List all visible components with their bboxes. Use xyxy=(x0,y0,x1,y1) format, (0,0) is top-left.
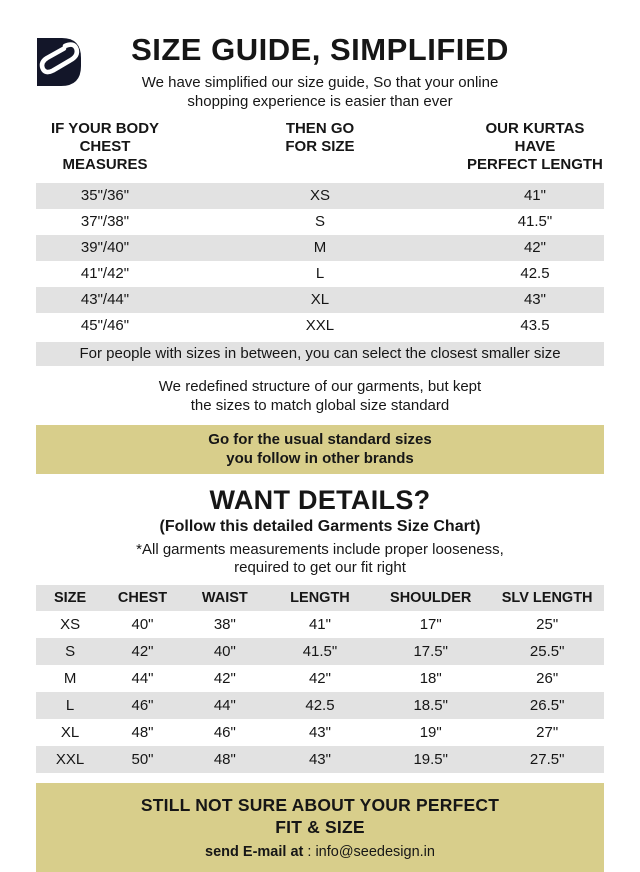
detail-size-table xyxy=(36,585,604,773)
cell-length: 43" xyxy=(308,751,331,768)
cell-shoulder: 17" xyxy=(419,616,442,633)
page-subtitle xyxy=(0,73,640,111)
cell-shoulder: 18" xyxy=(419,670,442,687)
in-between-sizes-note: For people with sizes in between, you can select the closest smaller size xyxy=(36,342,604,366)
cell-slv-length: 26.5" xyxy=(529,697,565,714)
page-title: SIZE GUIDE, SIMPLIFIED xyxy=(131,32,509,67)
cell-chest: 48" xyxy=(131,724,154,741)
header-length: LENGTH xyxy=(290,590,350,606)
cell-chest: 35"/36" xyxy=(80,187,130,204)
brand-logo-icon xyxy=(34,36,84,88)
cell-length: 42.5 xyxy=(520,265,550,282)
cell-waist: 44" xyxy=(213,697,236,714)
cell-length: 41.5" xyxy=(302,643,338,660)
cell-size: XS xyxy=(60,616,81,633)
table-row xyxy=(36,638,604,665)
subtitle-line-2: shopping experience is easier than ever xyxy=(187,93,453,110)
looseness-note-line-2: required to get our fit right xyxy=(234,559,406,576)
cell-shoulder: 18.5" xyxy=(413,697,448,714)
table-row xyxy=(36,611,604,638)
table-row xyxy=(36,287,604,313)
header-chest-measures: IF YOUR BODY CHEST MEASURES xyxy=(50,120,160,173)
cell-size: XXL xyxy=(305,317,335,334)
cell-shoulder: 19.5" xyxy=(413,751,448,768)
header-waist: WAIST xyxy=(201,590,248,606)
email-label: send E-mail at xyxy=(205,844,304,860)
header-then-go-for-size: THEN GO FOR SIZE xyxy=(285,120,355,155)
cell-chest: 40" xyxy=(131,616,154,633)
detail-size-table-header xyxy=(36,585,604,611)
cell-size: L xyxy=(315,265,325,282)
looseness-note-line-1: *All garments measurements include proper looseness, xyxy=(136,541,504,558)
email-separator: : xyxy=(303,844,316,860)
banner-line-1: Go for the usual standard sizes xyxy=(208,431,432,448)
contact-banner-line-2: FIT & SIZE xyxy=(275,817,365,837)
standard-sizes-banner xyxy=(36,425,604,474)
cell-chest: 46" xyxy=(131,697,154,714)
cell-size: M xyxy=(63,670,77,687)
table-row xyxy=(36,665,604,692)
cell-size: M xyxy=(313,239,327,256)
simple-size-table-body xyxy=(36,183,604,366)
want-details-heading: WANT DETAILS? xyxy=(209,485,431,515)
cell-length: 42" xyxy=(308,670,331,687)
header-slv-length: SLV LENGTH xyxy=(501,590,593,606)
cell-shoulder: 19" xyxy=(419,724,442,741)
table-row xyxy=(36,209,604,235)
table-row xyxy=(36,183,604,209)
cell-waist: 38" xyxy=(213,616,236,633)
cell-length: 43" xyxy=(523,291,546,308)
cell-chest: 37"/38" xyxy=(80,213,130,230)
cell-slv-length: 25.5" xyxy=(529,643,565,660)
cell-shoulder: 17.5" xyxy=(413,643,448,660)
cell-size: XS xyxy=(309,187,330,204)
table-row xyxy=(36,692,604,719)
redefined-line-2: the sizes to match global size standard xyxy=(190,397,450,414)
cell-length: 42.5 xyxy=(305,697,335,714)
cell-chest: 44" xyxy=(131,670,154,687)
cell-size: XL xyxy=(310,291,330,308)
contact-banner xyxy=(36,783,604,872)
header-shoulder: SHOULDER xyxy=(390,590,472,606)
cell-waist: 48" xyxy=(213,751,236,768)
email-address: info@seedesign.in xyxy=(315,844,435,860)
banner-line-2: you follow in other brands xyxy=(226,450,414,467)
header-kurta-length: OUR KURTAS HAVE PERFECT LENGTH xyxy=(467,120,603,173)
cell-chest: 45"/46" xyxy=(80,317,130,334)
cell-chest: 39"/40" xyxy=(80,239,130,256)
contact-email-line xyxy=(36,844,604,860)
subtitle-line-1: We have simplified our size guide, So that your online xyxy=(141,74,499,91)
contact-banner-line-1: STILL NOT SURE ABOUT YOUR PERFECT xyxy=(140,795,500,815)
cell-waist: 40" xyxy=(213,643,236,660)
cell-length: 42" xyxy=(523,239,546,256)
cell-length: 41" xyxy=(523,187,546,204)
cell-length: 41.5" xyxy=(517,213,553,230)
cell-waist: 46" xyxy=(213,724,236,741)
simple-size-table xyxy=(36,120,604,366)
cell-size: L xyxy=(65,697,75,714)
cell-waist: 42" xyxy=(213,670,236,687)
cell-size: S xyxy=(65,643,76,660)
cell-length: 41" xyxy=(308,616,331,633)
cell-slv-length: 26" xyxy=(536,670,559,687)
table-row xyxy=(36,313,604,339)
looseness-note xyxy=(0,541,640,577)
cell-chest: 41"/42" xyxy=(80,265,130,282)
header-size: SIZE xyxy=(53,590,87,606)
cell-size: XL xyxy=(60,724,80,741)
cell-size: XXL xyxy=(55,751,85,768)
cell-slv-length: 27.5" xyxy=(529,751,565,768)
cell-chest: 42" xyxy=(131,643,154,660)
cell-chest: 50" xyxy=(131,751,154,768)
cell-size: S xyxy=(314,213,325,230)
redefined-structure-text xyxy=(0,377,640,415)
simple-size-table-header xyxy=(36,120,604,174)
table-row xyxy=(36,235,604,261)
cell-slv-length: 25" xyxy=(536,616,559,633)
table-row xyxy=(36,261,604,287)
cell-chest: 43"/44" xyxy=(80,291,130,308)
table-row xyxy=(36,719,604,746)
cell-slv-length: 27" xyxy=(536,724,559,741)
header-chest: CHEST xyxy=(117,590,168,606)
cell-length: 43.5 xyxy=(520,317,550,334)
garments-chart-subheading: (Follow this detailed Garments Size Chart) xyxy=(159,518,481,535)
table-row xyxy=(36,746,604,773)
redefined-line-1: We redefined structure of our garments, but kept xyxy=(158,378,482,395)
cell-length: 43" xyxy=(308,724,331,741)
